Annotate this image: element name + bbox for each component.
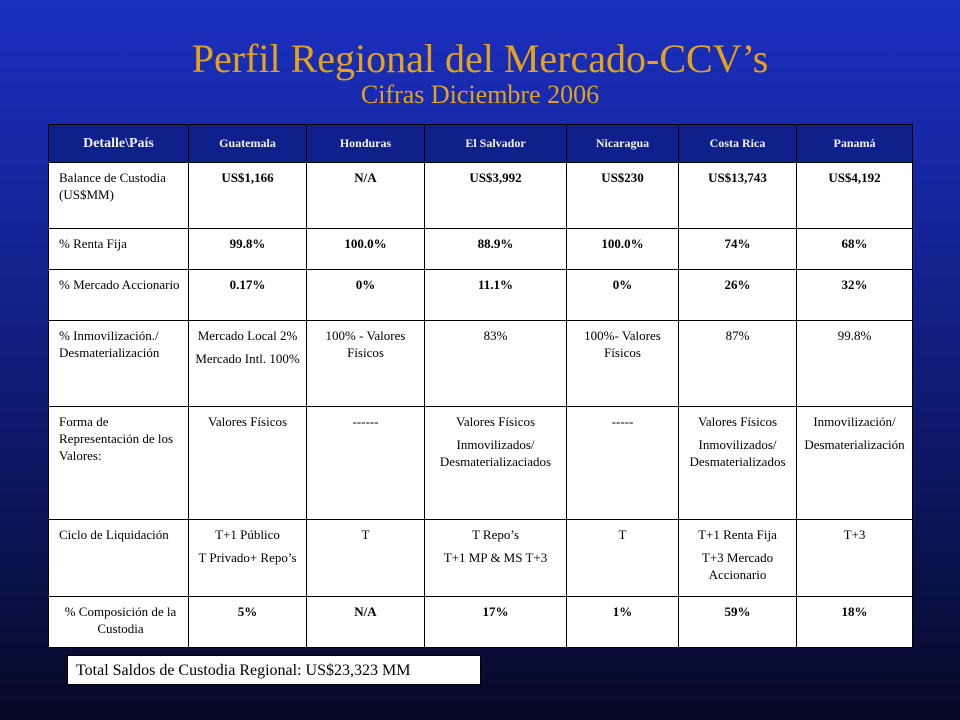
cell-text: 26% (724, 276, 751, 292)
row-label: % Renta Fija (49, 229, 189, 270)
cell-text: US$230 (601, 170, 644, 185)
table-cell (189, 406, 307, 519)
table-cell (797, 229, 913, 270)
table-cell (425, 163, 567, 229)
cell-text: Inmovilización/ (813, 413, 896, 429)
cell-text: 59% (724, 603, 751, 619)
table-cell (189, 321, 307, 406)
cell-text: 100%- Valores Físicos (584, 328, 661, 361)
cell-text: 99.8% (229, 236, 266, 252)
table-cell (679, 321, 797, 406)
country-header: Honduras (307, 125, 425, 163)
table-cell (797, 163, 913, 229)
table-cell (307, 596, 425, 647)
cell-text: T (618, 526, 627, 542)
table-row (49, 269, 913, 320)
page-subtitle: Cifras Diciembre 2006 (360, 80, 600, 109)
cell-text: Inmovilizados/ Desmaterializados (689, 436, 786, 469)
country-header: Costa Rica (679, 125, 797, 163)
table-cell (307, 229, 425, 270)
cell-text: 0% (612, 276, 633, 292)
table-cell (425, 229, 567, 270)
cell-text: Valores Físicos (697, 413, 778, 429)
cell-text: Inmovilizados/ Desmaterializaciados (439, 436, 552, 469)
table-cell (189, 229, 307, 270)
table-cell (567, 321, 679, 406)
cell-text: ------ (352, 413, 379, 429)
cell-text: 68% (841, 236, 868, 252)
cell-text: Desmaterialización (804, 436, 905, 452)
table-cell (797, 406, 913, 519)
table-cell (679, 229, 797, 270)
cell-text: 74% (724, 236, 751, 252)
table-cell (307, 321, 425, 406)
cell-text: T (361, 526, 370, 542)
cell-text: 83% (483, 328, 508, 344)
table-row (49, 406, 913, 519)
cell-text: 0.17% (229, 276, 266, 292)
table-row (49, 163, 913, 229)
cell-text: T Privado+ Repo’s (198, 549, 297, 565)
country-header: Panamá (797, 125, 913, 163)
table-cell (567, 163, 679, 229)
table-row (49, 519, 913, 596)
total-regional-balance: Total Saldos de Custodia Regional: US$23,323 MM (67, 655, 481, 685)
table-cell (425, 269, 567, 320)
table-cell (567, 406, 679, 519)
table-cell (425, 519, 567, 596)
country-header: El Salvador (425, 125, 567, 163)
cell-text: Valores Físicos (455, 413, 536, 429)
cell-text: T+1 Renta Fija (698, 526, 777, 542)
table-cell (797, 596, 913, 647)
table-cell (679, 406, 797, 519)
cell-text: T+1 MP & MS T+3 (443, 549, 548, 565)
cell-text: 18% (841, 603, 868, 619)
cell-text: 11.1% (477, 276, 514, 292)
cell-text: 100% - Valores Físicos (325, 328, 406, 361)
cell-text: 1% (612, 603, 633, 619)
table-cell (679, 519, 797, 596)
table-cell (797, 269, 913, 320)
corner-header: Detalle\País (49, 125, 189, 163)
table-cell (425, 596, 567, 647)
cell-text: T Repo’s (471, 526, 520, 542)
table-cell (567, 269, 679, 320)
row-label: Forma de Representación de los Valores: (49, 406, 189, 519)
table-cell (679, 596, 797, 647)
country-header: Guatemala (189, 125, 307, 163)
cell-text: 88.9% (477, 236, 514, 252)
row-label: Balance de Custodia (US$MM) (49, 163, 189, 229)
cell-text: Valores Físicos (207, 413, 288, 429)
table-cell (307, 269, 425, 320)
row-label: % Inmovilización./ Desmaterialización (49, 321, 189, 406)
header-row (49, 125, 913, 163)
cell-text: US$13,743 (708, 170, 767, 185)
table-cell (307, 519, 425, 596)
table-cell (425, 406, 567, 519)
table-cell (307, 406, 425, 519)
cell-text: 87% (725, 328, 750, 344)
cell-text: 32% (841, 276, 868, 292)
table-cell (189, 163, 307, 229)
cell-text: T+3 (843, 526, 866, 542)
table-cell (797, 321, 913, 406)
cell-text: US$3,992 (469, 170, 522, 185)
cell-text: N/A (354, 603, 377, 619)
cell-text: 100.0% (344, 236, 387, 252)
table-row (49, 321, 913, 406)
table-cell (425, 321, 567, 406)
table-cell (797, 519, 913, 596)
table-cell (189, 596, 307, 647)
table-cell (679, 269, 797, 320)
cell-text: 17% (482, 603, 509, 619)
cell-text: Mercado Intl. 100% (195, 351, 300, 367)
page-title: Perfil Regional del Mercado-CCV’s (191, 36, 769, 81)
table-cell (567, 519, 679, 596)
table-row (49, 229, 913, 270)
cell-text: T+1 Público (215, 526, 280, 542)
cell-text: 5% (237, 603, 258, 619)
cell-text: N/A (354, 170, 377, 185)
regional-profile-table (48, 124, 913, 648)
cell-text: Mercado Local 2% (197, 328, 298, 344)
row-label: % Mercado Accionario (49, 269, 189, 320)
row-label: Ciclo de Liquidación (49, 519, 189, 596)
table-cell (567, 229, 679, 270)
table-cell (307, 163, 425, 229)
table-cell (189, 269, 307, 320)
country-header: Nicaragua (567, 125, 679, 163)
cell-text: 100.0% (601, 236, 644, 252)
cell-text: US$4,192 (828, 170, 881, 185)
cell-text: US$1,166 (221, 170, 274, 185)
cell-text: 0% (355, 276, 376, 292)
table-row (49, 596, 913, 647)
row-label: % Composición de la Custodia (49, 596, 189, 647)
cell-text: ----- (611, 413, 634, 429)
table-cell (567, 596, 679, 647)
cell-text: 99.8% (837, 328, 872, 344)
table-cell (679, 163, 797, 229)
table-cell (189, 519, 307, 596)
cell-text: T+3 Mercado Accionario (701, 549, 774, 582)
